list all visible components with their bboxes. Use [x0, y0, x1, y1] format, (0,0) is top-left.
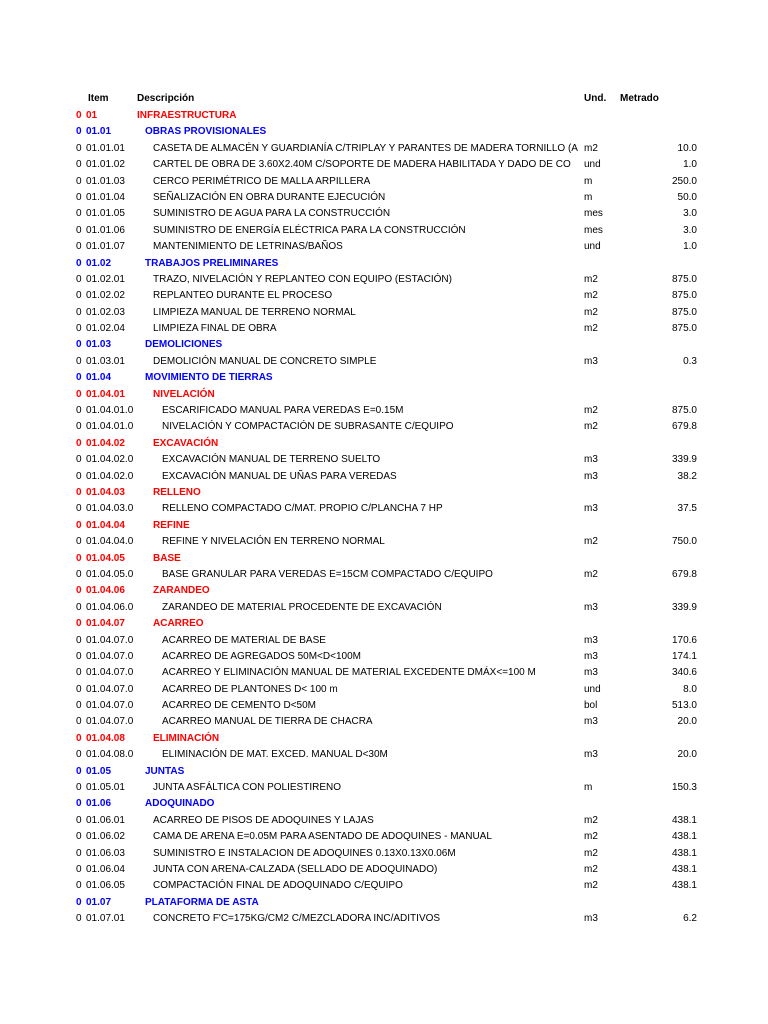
metrado-value: 37.5: [677, 503, 697, 515]
row-lead: 0: [76, 126, 82, 138]
description: CAMA DE ARENA E=0.05M PARA ASENTADO DE ADOQUINES - MANUAL: [153, 831, 492, 843]
description: INFRAESTRUCTURA: [137, 110, 237, 121]
metrado-value: 20.0: [677, 716, 697, 728]
unit: und: [584, 241, 601, 253]
item-code: 01.06: [86, 798, 112, 810]
row-lead: 0: [76, 405, 82, 417]
item-code: 01.06.03: [86, 847, 125, 859]
unit: m: [584, 782, 593, 794]
row-lead: 0: [76, 913, 82, 925]
unit: m2: [584, 831, 598, 843]
item-code: 01.04.01.0: [86, 405, 134, 417]
unit: m3: [584, 749, 598, 761]
metrado-value: 875.0: [671, 290, 697, 302]
item-code: 01.01.03: [86, 175, 125, 187]
item-code: 01.02.04: [86, 323, 125, 335]
unit: m2: [584, 814, 598, 826]
row-lead: 0: [76, 110, 82, 121]
header-item: Item: [88, 93, 109, 104]
unit: m2: [584, 536, 598, 548]
metrado-value: 3.0: [683, 208, 697, 220]
row-lead: 0: [76, 765, 82, 777]
item-code: 01.06.05: [86, 880, 125, 892]
row-lead: 0: [76, 339, 82, 351]
unit: m2: [584, 142, 598, 154]
table-row: [0, 157, 768, 173]
table-row: [0, 419, 768, 435]
unit: m2: [584, 421, 598, 433]
row-lead: 0: [76, 732, 82, 744]
unit: m2: [584, 273, 598, 285]
table-row: [0, 206, 768, 222]
description: MOVIMIENTO DE TIERRAS: [145, 372, 273, 384]
table-row: [0, 256, 768, 272]
item-code: 01.04.06.0: [86, 601, 134, 613]
item-code: 01.04.07.0: [86, 667, 134, 679]
table-row: [0, 108, 768, 124]
table-row: [0, 911, 768, 927]
row-lead: 0: [76, 650, 82, 662]
description: REFINE Y NIVELACIÓN EN TERRENO NORMAL: [162, 536, 385, 548]
unit: m3: [584, 470, 598, 482]
table-row: [0, 452, 768, 468]
table-row: [0, 878, 768, 894]
item-code: 01.06.02: [86, 831, 125, 843]
metrado-value: 50.0: [677, 191, 697, 203]
unit: m3: [584, 454, 598, 466]
row-lead: 0: [76, 536, 82, 548]
table-row: [0, 370, 768, 386]
row-lead: 0: [76, 700, 82, 712]
metrado-value: 679.8: [671, 568, 697, 580]
metrado-value: 10.0: [677, 142, 697, 154]
metrado-value: 875.0: [671, 405, 697, 417]
description: SUMINISTRO E INSTALACION DE ADOQUINES 0.13X0.13X0.06M: [153, 847, 456, 859]
unit: und: [584, 683, 601, 695]
item-code: 01.01.02: [86, 159, 125, 171]
row-lead: 0: [76, 208, 82, 220]
item-code: 01.04.02.0: [86, 470, 134, 482]
row-lead: 0: [76, 224, 82, 236]
item-code: 01.04.01.0: [86, 421, 134, 433]
table-row: [0, 174, 768, 190]
description: JUNTA ASFÁLTICA CON POLIESTIRENO: [153, 782, 342, 794]
description: ESCARIFICADO MANUAL PARA VEREDAS E=0.15M: [162, 405, 404, 417]
description: CERCO PERIMÉTRICO DE MALLA ARPILLERA: [153, 175, 371, 187]
metrado-value: 438.1: [671, 831, 697, 843]
table-row: [0, 616, 768, 632]
description: LIMPIEZA MANUAL DE TERRENO NORMAL: [153, 306, 356, 318]
description: SUMINISTRO DE ENERGÍA ELÉCTRICA PARA LA CONSTRUCCIÓN: [153, 224, 466, 236]
metrado-value: 6.2: [683, 913, 697, 925]
unit: m2: [584, 847, 598, 859]
description: CASETA DE ALMACÉN Y GUARDIANÍA C/TRIPLAY Y PARANTES DE MADERA TORNILLO (A: [153, 142, 578, 154]
row-lead: 0: [76, 142, 82, 154]
item-code: 01.04: [86, 372, 112, 384]
description: BASE GRANULAR PARA VEREDAS E=15CM COMPACTADO C/EQUIPO: [162, 568, 493, 580]
item-code: 01.04.06: [86, 585, 125, 597]
table-row: [0, 305, 768, 321]
description: COMPACTACIÓN FINAL DE ADOQUINADO C/EQUIPO: [153, 880, 403, 892]
table-row: [0, 141, 768, 157]
table-row: [0, 124, 768, 140]
table-row: [0, 862, 768, 878]
row-lead: 0: [76, 355, 82, 367]
metrado-value: 339.9: [671, 454, 697, 466]
description: TRABAJOS PRELIMINARES: [145, 257, 279, 269]
row-lead: 0: [76, 880, 82, 892]
item-code: 01.01.06: [86, 224, 125, 236]
row-lead: 0: [76, 175, 82, 187]
description: DEMOLICIONES: [145, 339, 223, 351]
item-code: 01.04.05.0: [86, 568, 134, 580]
table-row: [0, 649, 768, 665]
row-lead: 0: [76, 863, 82, 875]
row-lead: 0: [76, 798, 82, 810]
item-code: 01.01.07: [86, 241, 125, 253]
table-row: [0, 583, 768, 599]
description: ELIMINACIÓN: [153, 732, 220, 744]
description: ACARREO DE AGREGADOS 50M<D<100M: [162, 650, 361, 662]
metrado-value: 170.6: [671, 634, 697, 646]
row-lead: 0: [76, 388, 82, 400]
unit: m2: [584, 306, 598, 318]
description: MANTENIMIENTO DE LETRINAS/BAÑOS: [153, 241, 343, 253]
row-lead: 0: [76, 454, 82, 466]
row-lead: 0: [76, 257, 82, 269]
item-code: 01.01.04: [86, 191, 125, 203]
description: EXCAVACIÓN MANUAL DE UÑAS PARA VEREDAS: [162, 470, 397, 482]
metrado-value: 150.3: [671, 782, 697, 794]
item-code: 01.04.07.0: [86, 700, 134, 712]
unit: m3: [584, 601, 598, 613]
description: LIMPIEZA FINAL DE OBRA: [153, 323, 277, 335]
metrado-value: 340.6: [671, 667, 697, 679]
metrado-value: 750.0: [671, 536, 697, 548]
description: NIVELACIÓN Y COMPACTACIÓN DE SUBRASANTE C/EQUIPO: [162, 421, 454, 433]
table-row: [0, 813, 768, 829]
table-row: [0, 747, 768, 763]
row-lead: 0: [76, 601, 82, 613]
row-lead: 0: [76, 814, 82, 826]
unit: m2: [584, 323, 598, 335]
unit: m3: [584, 355, 598, 367]
item-code: 01.05: [86, 765, 112, 777]
description: OBRAS PROVISIONALES: [145, 126, 267, 138]
header-descripcion: Descripción: [137, 93, 195, 104]
row-lead: 0: [76, 847, 82, 859]
table-row: [0, 600, 768, 616]
row-lead: 0: [76, 749, 82, 761]
row-lead: 0: [76, 552, 82, 564]
row-lead: 0: [76, 191, 82, 203]
metrado-value: 1.0: [683, 241, 697, 253]
row-lead: 0: [76, 503, 82, 515]
description: BASE: [153, 552, 181, 564]
description: SUMINISTRO DE AGUA PARA LA CONSTRUCCIÓN: [153, 208, 391, 220]
table-row: [0, 846, 768, 862]
description: CARTEL DE OBRA DE 3.60X2.40M C/SOPORTE DE MADERA HABILITADA Y DADO DE CO: [153, 159, 571, 171]
unit: m3: [584, 503, 598, 515]
table-row: [0, 714, 768, 730]
item-code: 01: [86, 110, 98, 121]
row-lead: 0: [76, 290, 82, 302]
table-row: [0, 895, 768, 911]
description: ACARREO DE PLANTONES D< 100 m: [162, 683, 338, 695]
row-lead: 0: [76, 306, 82, 318]
row-lead: 0: [76, 470, 82, 482]
unit: m3: [584, 913, 598, 925]
table-row: [0, 698, 768, 714]
metrado-value: 438.1: [671, 847, 697, 859]
metrado-value: 339.9: [671, 601, 697, 613]
table-row: [0, 796, 768, 812]
description: JUNTAS: [145, 765, 185, 777]
row-lead: 0: [76, 241, 82, 253]
row-lead: 0: [76, 716, 82, 728]
item-code: 01.03: [86, 339, 112, 351]
unit: m2: [584, 405, 598, 417]
description: ELIMINACIÓN DE MAT. EXCED. MANUAL D<30M: [162, 749, 388, 761]
table-row: [0, 223, 768, 239]
metrado-value: 438.1: [671, 863, 697, 875]
description: RELLENO: [153, 486, 201, 498]
item-code: 01.04.07: [86, 618, 125, 630]
description: EXCAVACIÓN: [153, 437, 219, 449]
item-code: 01.01.01: [86, 142, 125, 154]
row-lead: 0: [76, 585, 82, 597]
item-code: 01.04.03: [86, 486, 125, 498]
item-code: 01.04.07.0: [86, 634, 134, 646]
table-row: [0, 337, 768, 353]
description: ACARREO DE CEMENTO D<50M: [162, 700, 317, 712]
table-row: [0, 665, 768, 681]
unit: bol: [584, 700, 598, 712]
item-code: 01.01: [86, 126, 112, 138]
unit: m2: [584, 863, 598, 875]
row-lead: 0: [76, 634, 82, 646]
item-code: 01.04.07.0: [86, 716, 134, 728]
table-row: [0, 469, 768, 485]
description: SEÑALIZACIÓN EN OBRA DURANTE EJECUCIÓN: [153, 191, 386, 203]
item-code: 01.04.01: [86, 388, 125, 400]
item-code: 01.02.02: [86, 290, 125, 302]
table-row: [0, 567, 768, 583]
item-code: 01.04.08: [86, 732, 125, 744]
item-code: 01.01.05: [86, 208, 125, 220]
row-lead: 0: [76, 618, 82, 630]
description: CONCRETO F'C=175KG/CM2 C/MEZCLADORA INC/ADITIVOS: [153, 913, 441, 925]
description: REFINE: [153, 519, 190, 531]
metrado-value: 875.0: [671, 273, 697, 285]
unit: m3: [584, 650, 598, 662]
item-code: 01.05.01: [86, 782, 125, 794]
metrado-value: 20.0: [677, 749, 697, 761]
header-metrado: Metrado: [620, 93, 659, 104]
table-row: [0, 239, 768, 255]
metrado-value: 174.1: [671, 650, 697, 662]
row-lead: 0: [76, 437, 82, 449]
table-row: [0, 829, 768, 845]
table-row: [0, 190, 768, 206]
header-und: Und.: [584, 93, 607, 104]
metrado-value: 1.0: [683, 159, 697, 171]
item-code: 01.04.04: [86, 519, 125, 531]
table-row: [0, 272, 768, 288]
unit: m3: [584, 716, 598, 728]
unit: m2: [584, 568, 598, 580]
description: ZARANDEO: [153, 585, 210, 597]
row-lead: 0: [76, 782, 82, 794]
unit: und: [584, 159, 601, 171]
metrado-value: 250.0: [671, 175, 697, 187]
item-code: 01.02.01: [86, 273, 125, 285]
table-row: [0, 682, 768, 698]
row-lead: 0: [76, 831, 82, 843]
metrado-value: 438.1: [671, 880, 697, 892]
unit: m2: [584, 290, 598, 302]
metrado-value: 438.1: [671, 814, 697, 826]
description: ACARREO: [153, 618, 204, 630]
metrado-value: 8.0: [683, 683, 697, 695]
row-lead: 0: [76, 323, 82, 335]
metrado-value: 513.0: [671, 700, 697, 712]
table-row: [0, 518, 768, 534]
description: ACARREO DE PISOS DE ADOQUINES Y LAJAS: [153, 814, 374, 826]
item-code: 01.04.07.0: [86, 683, 134, 695]
description: ZARANDEO DE MATERIAL PROCEDENTE DE EXCAVACIÓN: [162, 601, 442, 613]
row-lead: 0: [76, 273, 82, 285]
row-lead: 0: [76, 421, 82, 433]
table-row: [0, 354, 768, 370]
table-row: [0, 780, 768, 796]
item-code: 01.04.05: [86, 552, 125, 564]
table-row: [0, 501, 768, 517]
description: ACARREO Y ELIMINACIÓN MANUAL DE MATERIAL EXCEDENTE DMÁX<=100 M: [162, 667, 536, 679]
item-code: 01.06.04: [86, 863, 125, 875]
row-lead: 0: [76, 896, 82, 908]
table-row: [0, 436, 768, 452]
unit: m: [584, 191, 593, 203]
item-code: 01.04.03.0: [86, 503, 134, 515]
metrado-value: 38.2: [677, 470, 697, 482]
unit: m: [584, 175, 593, 187]
row-lead: 0: [76, 568, 82, 580]
item-code: 01.03.01: [86, 355, 125, 367]
description: ACARREO MANUAL DE TIERRA DE CHACRA: [162, 716, 373, 728]
item-code: 01.04.02: [86, 437, 125, 449]
unit: m2: [584, 880, 598, 892]
description: ACARREO DE MATERIAL DE BASE: [162, 634, 326, 646]
description: NIVELACIÓN: [153, 388, 215, 400]
description: DEMOLICIÓN MANUAL DE CONCRETO SIMPLE: [153, 355, 377, 367]
description: JUNTA CON ARENA-CALZADA (SELLADO DE ADOQUINADO): [153, 863, 438, 875]
table-row: [0, 387, 768, 403]
item-code: 01.04.02.0: [86, 454, 134, 466]
description: ADOQUINADO: [145, 798, 215, 810]
description: REPLANTEO DURANTE EL PROCESO: [153, 290, 333, 302]
table-row: [0, 321, 768, 337]
item-code: 01.02.03: [86, 306, 125, 318]
description: PLATAFORMA DE ASTA: [145, 896, 259, 908]
item-code: 01.07.01: [86, 913, 125, 925]
row-lead: 0: [76, 159, 82, 171]
row-lead: 0: [76, 372, 82, 384]
unit: m3: [584, 667, 598, 679]
metrado-value: 3.0: [683, 224, 697, 236]
item-code: 01.06.01: [86, 814, 125, 826]
metrado-value: 679.8: [671, 421, 697, 433]
unit: mes: [584, 208, 603, 220]
unit: mes: [584, 224, 603, 236]
table-row: [0, 485, 768, 501]
item-code: 01.04.07.0: [86, 650, 134, 662]
item-code: 01.04.04.0: [86, 536, 134, 548]
table-row: [0, 403, 768, 419]
description: TRAZO, NIVELACIÓN Y REPLANTEO CON EQUIPO (ESTACIÓN): [153, 273, 452, 285]
table-row: [0, 731, 768, 747]
row-lead: 0: [76, 486, 82, 498]
description: EXCAVACIÓN MANUAL DE TERRENO SUELTO: [162, 454, 381, 466]
item-code: 01.04.08.0: [86, 749, 134, 761]
item-code: 01.07: [86, 896, 112, 908]
metrado-value: 875.0: [671, 306, 697, 318]
item-code: 01.02: [86, 257, 112, 269]
row-lead: 0: [76, 683, 82, 695]
budget-table: [0, 108, 768, 928]
table-row: [0, 764, 768, 780]
description: RELLENO COMPACTADO C/MAT. PROPIO C/PLANCHA 7 HP: [162, 503, 443, 515]
table-row: [0, 551, 768, 567]
table-row: [0, 534, 768, 550]
metrado-value: 0.3: [683, 355, 697, 367]
row-lead: 0: [76, 519, 82, 531]
metrado-value: 875.0: [671, 323, 697, 335]
table-row: [0, 288, 768, 304]
table-row: [0, 633, 768, 649]
unit: m3: [584, 634, 598, 646]
row-lead: 0: [76, 667, 82, 679]
